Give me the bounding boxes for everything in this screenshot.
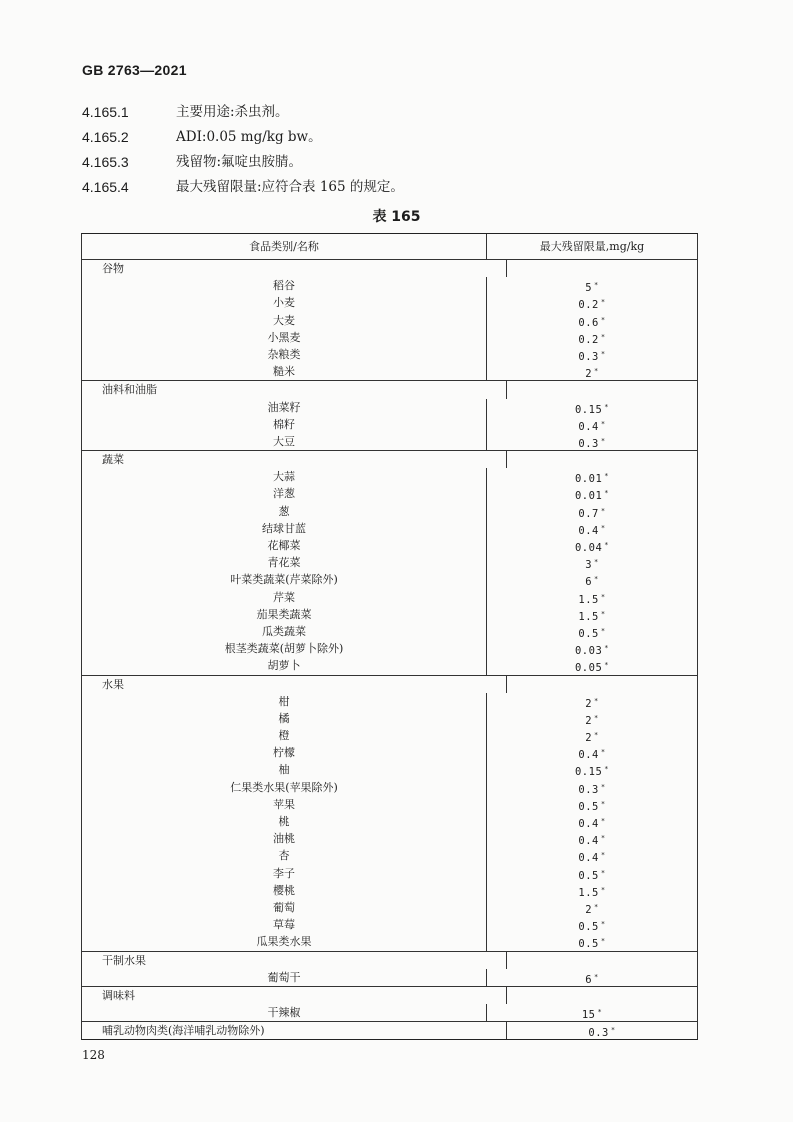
mrl-value-cell bbox=[487, 830, 697, 847]
footnote-mark: * bbox=[594, 902, 599, 911]
food-item-row bbox=[82, 623, 697, 640]
footnote-mark: * bbox=[600, 817, 606, 825]
food-item-name: 油菜籽 bbox=[82, 399, 487, 416]
footnote-mark: * bbox=[600, 592, 606, 601]
food-item-row bbox=[82, 899, 697, 916]
footnote-mark: * bbox=[600, 782, 606, 791]
footnote-mark: * bbox=[600, 349, 606, 358]
food-item-row bbox=[82, 468, 697, 485]
food-item-row bbox=[82, 363, 697, 380]
mrl-value-cell bbox=[487, 796, 697, 813]
food-item-row bbox=[82, 969, 697, 986]
food-item-name: 糙米 bbox=[82, 363, 487, 380]
footnote-mark: * bbox=[600, 937, 606, 946]
food-item-name: 瓜类蔬菜 bbox=[82, 623, 487, 640]
mrl-value-cell bbox=[487, 623, 697, 640]
food-item-row bbox=[82, 554, 697, 571]
mrl-value-cell bbox=[487, 399, 697, 416]
mrl-value: 0.03 bbox=[574, 645, 603, 658]
food-item-name: 洋葱 bbox=[82, 485, 487, 502]
category-row bbox=[82, 450, 697, 468]
food-item-row bbox=[82, 813, 697, 830]
mrl-value: 0.3 bbox=[578, 350, 599, 363]
mrl-value-cell bbox=[507, 1022, 697, 1039]
mrl-value: 2 bbox=[585, 368, 593, 381]
mrl-value-cell bbox=[487, 312, 697, 329]
footnote-mark: * bbox=[594, 972, 599, 981]
food-item-row bbox=[82, 882, 697, 899]
footnote-mark: * bbox=[600, 506, 606, 515]
mrl-value-cell bbox=[487, 916, 697, 933]
food-item-name: 大豆 bbox=[82, 433, 487, 450]
clause-item bbox=[82, 150, 722, 175]
food-item-row bbox=[82, 916, 697, 933]
food-item-name: 根茎类蔬菜(胡萝卜除外) bbox=[82, 640, 487, 657]
footnote-mark: * bbox=[600, 868, 606, 877]
food-item-row bbox=[82, 329, 697, 346]
food-item-row bbox=[82, 485, 697, 502]
food-item-row bbox=[82, 727, 697, 744]
mrl-value: 0.04 bbox=[574, 542, 603, 554]
mrl-value: 0.4 bbox=[578, 852, 599, 865]
mrl-value: 0.4 bbox=[578, 420, 599, 433]
footnote-mark: * bbox=[600, 748, 606, 757]
food-item-row bbox=[82, 571, 697, 588]
food-item-row bbox=[82, 830, 697, 847]
food-item-name: 胡萝卜 bbox=[82, 657, 487, 674]
table-caption: 表 165 bbox=[372, 209, 421, 225]
column-header-food: 食品类别/名称 bbox=[82, 234, 487, 259]
mrl-value: 0.05 bbox=[574, 662, 603, 675]
mrl-value: 1.5 bbox=[578, 593, 599, 606]
mrl-value-cell bbox=[487, 865, 697, 882]
mrl-value-cell bbox=[487, 761, 697, 778]
food-item-name: 杂粮类 bbox=[82, 346, 487, 363]
mrl-value: 0.3 bbox=[578, 437, 599, 450]
mrl-value: 0.15 bbox=[574, 403, 603, 416]
food-item-row bbox=[82, 847, 697, 864]
mrl-value-cell bbox=[487, 329, 697, 346]
footnote-mark: * bbox=[594, 575, 599, 584]
footnote-mark: * bbox=[600, 436, 606, 445]
footnote-mark: * bbox=[604, 765, 609, 774]
mrl-value-cell bbox=[487, 416, 697, 433]
mrl-value-cell bbox=[487, 294, 697, 311]
category-name: 谷物 bbox=[82, 260, 507, 277]
empty-value-cell bbox=[507, 260, 697, 277]
category-row bbox=[82, 1021, 697, 1039]
empty-value-cell bbox=[507, 676, 697, 693]
footnote-mark: * bbox=[600, 315, 606, 324]
category-row bbox=[82, 260, 697, 277]
mrl-value: 0.01 bbox=[574, 473, 603, 486]
category-name: 油料和油脂 bbox=[82, 381, 507, 398]
footnote-mark: * bbox=[604, 644, 609, 653]
food-item-row bbox=[82, 744, 697, 761]
mrl-value-cell bbox=[487, 346, 697, 363]
mrl-value: 15 bbox=[581, 1009, 596, 1022]
empty-value-cell bbox=[507, 952, 697, 969]
mrl-value-cell bbox=[487, 727, 697, 744]
clause-list bbox=[82, 100, 722, 200]
mrl-value: 0.4 bbox=[578, 835, 599, 848]
mrl-value: 0.3 bbox=[588, 1027, 609, 1040]
empty-value-cell bbox=[507, 987, 697, 1004]
clause-text: 最大残留限量:应符合表 165 的规定。 bbox=[176, 179, 404, 195]
mrl-value: 1.5 bbox=[578, 610, 599, 623]
mrl-value-cell bbox=[487, 657, 697, 674]
mrl-value-cell bbox=[487, 640, 697, 657]
food-item-row bbox=[82, 657, 697, 674]
food-item-name: 橘 bbox=[82, 710, 487, 727]
mrl-value: 0.5 bbox=[578, 627, 599, 640]
food-item-row bbox=[82, 346, 697, 363]
mrl-value: 0.5 bbox=[578, 800, 599, 813]
mrl-value-cell bbox=[487, 744, 697, 761]
clause-number: 4.165.2 bbox=[82, 129, 129, 145]
footnote-mark: * bbox=[594, 281, 599, 290]
mrl-value-cell bbox=[487, 779, 697, 796]
food-item-name: 芹菜 bbox=[82, 589, 487, 606]
mrl-value-cell bbox=[487, 571, 697, 588]
mrl-value: 0.01 bbox=[574, 490, 603, 503]
clause-item bbox=[82, 125, 722, 150]
food-item-name: 仁果类水果(苹果除外) bbox=[82, 779, 487, 796]
footnote-mark: * bbox=[600, 834, 606, 843]
mrl-value: 3 bbox=[585, 559, 593, 572]
footnote-mark: * bbox=[604, 402, 609, 411]
category-name: 哺乳动物肉类(海洋哺乳动物除外) bbox=[82, 1022, 507, 1039]
footnote-mark: * bbox=[604, 489, 609, 498]
food-item-name: 柑 bbox=[82, 693, 487, 710]
footnote-mark: * bbox=[604, 472, 609, 481]
food-item-row bbox=[82, 1004, 697, 1021]
mrl-value: 0.4 bbox=[578, 524, 599, 537]
footnote-mark: * bbox=[597, 1008, 603, 1017]
mrl-value: 0.5 bbox=[578, 938, 599, 951]
category-name: 水果 bbox=[82, 676, 507, 693]
food-item-row bbox=[82, 520, 697, 537]
mrl-value: 0.4 bbox=[578, 749, 599, 762]
clause-item bbox=[82, 100, 722, 125]
footnote-mark: * bbox=[600, 851, 606, 860]
food-item-row bbox=[82, 589, 697, 606]
mrl-value: 5 bbox=[585, 282, 593, 295]
food-item-name: 干辣椒 bbox=[82, 1004, 487, 1021]
mrl-value-cell bbox=[487, 847, 697, 864]
food-item-row bbox=[82, 294, 697, 311]
clause-text: 残留物:氟啶虫胺腈。 bbox=[176, 154, 303, 170]
mrl-value: 1.5 bbox=[578, 886, 599, 899]
food-item-row bbox=[82, 399, 697, 416]
footnote-mark: * bbox=[594, 713, 599, 722]
mrl-value: 0.5 bbox=[578, 869, 599, 882]
mrl-value: 6 bbox=[585, 973, 593, 986]
mrl-value-cell bbox=[487, 520, 697, 537]
footnote-mark: * bbox=[600, 920, 606, 929]
mrl-value: 0.6 bbox=[578, 316, 599, 329]
mrl-value-cell bbox=[487, 882, 697, 899]
food-item-row bbox=[82, 416, 697, 433]
food-item-name: 青花菜 bbox=[82, 554, 487, 571]
mrl-value-cell bbox=[487, 363, 697, 380]
category-name: 蔬菜 bbox=[82, 451, 507, 468]
mrl-value: 0.15 bbox=[574, 766, 603, 779]
food-item-name: 草莓 bbox=[82, 916, 487, 933]
food-item-row bbox=[82, 865, 697, 882]
food-item-name: 小麦 bbox=[82, 294, 487, 311]
food-item-row bbox=[82, 312, 697, 329]
footnote-mark: * bbox=[600, 626, 606, 635]
food-item-row bbox=[82, 710, 697, 727]
clause-text: ADI:0.05 mg/kg bw。 bbox=[176, 129, 322, 145]
food-item-row bbox=[82, 779, 697, 796]
clause-number: 4.165.1 bbox=[82, 104, 129, 120]
footnote-mark: * bbox=[600, 799, 606, 808]
footnote-mark: * bbox=[610, 1026, 616, 1035]
food-item-row bbox=[82, 503, 697, 520]
food-item-row bbox=[82, 693, 697, 710]
mrl-value-cell bbox=[487, 468, 697, 485]
food-item-name: 小黑麦 bbox=[82, 329, 487, 346]
mrl-value-cell bbox=[487, 485, 697, 502]
mrl-value-cell bbox=[487, 589, 697, 606]
food-item-row bbox=[82, 761, 697, 778]
food-item-name: 大蒜 bbox=[82, 468, 487, 485]
mrl-table bbox=[81, 233, 698, 1040]
food-item-name: 稻谷 bbox=[82, 277, 487, 294]
mrl-value: 0.2 bbox=[578, 299, 599, 312]
clause-text: 主要用途:杀虫剂。 bbox=[176, 104, 289, 120]
category-row bbox=[82, 675, 697, 693]
mrl-value-cell bbox=[487, 710, 697, 727]
mrl-value: 2 bbox=[585, 903, 593, 916]
mrl-value-cell bbox=[487, 537, 697, 554]
footnote-mark: * bbox=[604, 541, 609, 549]
mrl-value: 2 bbox=[585, 732, 593, 745]
mrl-value-cell bbox=[487, 813, 697, 830]
category-name: 干制水果 bbox=[82, 952, 507, 969]
footnote-mark: * bbox=[594, 731, 599, 740]
page-number: 128 bbox=[82, 1048, 105, 1062]
mrl-value-cell bbox=[487, 933, 697, 950]
food-item-name: 桃 bbox=[82, 813, 487, 830]
empty-value-cell bbox=[507, 451, 697, 468]
food-item-name: 茄果类蔬菜 bbox=[82, 606, 487, 623]
mrl-value: 6 bbox=[585, 576, 593, 589]
table-body bbox=[82, 260, 697, 1039]
footnote-mark: * bbox=[600, 419, 606, 428]
category-name: 调味料 bbox=[82, 987, 507, 1004]
clause-number: 4.165.3 bbox=[82, 154, 129, 170]
mrl-value-cell bbox=[487, 969, 697, 986]
mrl-value: 0.5 bbox=[578, 921, 599, 934]
mrl-value-cell bbox=[487, 503, 697, 520]
food-item-row bbox=[82, 606, 697, 623]
footnote-mark: * bbox=[604, 661, 609, 670]
mrl-value: 2 bbox=[585, 714, 593, 727]
standard-code: GB 2763—2021 bbox=[82, 62, 187, 78]
footnote-mark: * bbox=[600, 885, 606, 894]
food-item-name: 苹果 bbox=[82, 796, 487, 813]
footnote-mark: * bbox=[600, 298, 606, 307]
food-item-row bbox=[82, 640, 697, 657]
mrl-value-cell bbox=[487, 433, 697, 450]
mrl-value-cell bbox=[487, 693, 697, 710]
food-item-name: 樱桃 bbox=[82, 882, 487, 899]
category-row bbox=[82, 380, 697, 398]
food-item-row bbox=[82, 796, 697, 813]
food-item-row bbox=[82, 537, 697, 554]
food-item-name: 李子 bbox=[82, 865, 487, 882]
food-item-name: 油桃 bbox=[82, 830, 487, 847]
food-item-name: 葡萄 bbox=[82, 899, 487, 916]
food-item-name: 橙 bbox=[82, 727, 487, 744]
footnote-mark: * bbox=[600, 609, 606, 618]
food-item-row bbox=[82, 433, 697, 450]
category-row bbox=[82, 951, 697, 969]
footnote-mark: * bbox=[600, 523, 606, 532]
mrl-value: 0.7 bbox=[578, 507, 599, 520]
footnote-mark: * bbox=[600, 332, 606, 341]
food-item-name: 大麦 bbox=[82, 312, 487, 329]
clause-number: 4.165.4 bbox=[82, 179, 129, 195]
mrl-value: 0.4 bbox=[578, 818, 599, 830]
food-item-name: 葱 bbox=[82, 503, 487, 520]
empty-value-cell bbox=[507, 381, 697, 398]
mrl-value: 0.3 bbox=[578, 783, 599, 796]
footnote-mark: * bbox=[594, 558, 599, 567]
mrl-value-cell bbox=[487, 1004, 697, 1021]
food-item-name: 柠檬 bbox=[82, 744, 487, 761]
food-item-name: 柚 bbox=[82, 761, 487, 778]
footnote-mark: * bbox=[594, 696, 599, 705]
food-item-row bbox=[82, 933, 697, 950]
food-item-name: 瓜果类水果 bbox=[82, 933, 487, 950]
food-item-name: 杏 bbox=[82, 847, 487, 864]
table-header-row bbox=[82, 234, 697, 260]
mrl-value: 2 bbox=[585, 697, 593, 710]
food-item-name: 棉籽 bbox=[82, 416, 487, 433]
mrl-value-cell bbox=[487, 899, 697, 916]
mrl-value-cell bbox=[487, 554, 697, 571]
clause-item bbox=[82, 175, 722, 200]
category-row bbox=[82, 986, 697, 1004]
mrl-value: 0.2 bbox=[578, 333, 599, 346]
food-item-row bbox=[82, 277, 697, 294]
food-item-name: 叶菜类蔬菜(芹菜除外) bbox=[82, 571, 487, 588]
footnote-mark: * bbox=[594, 367, 599, 376]
mrl-value-cell bbox=[487, 277, 697, 294]
food-item-name: 花椰菜 bbox=[82, 537, 487, 554]
column-header-mrl: 最大残留限量,mg/kg bbox=[539, 240, 645, 253]
food-item-name: 结球甘蓝 bbox=[82, 520, 487, 537]
mrl-value-cell bbox=[487, 606, 697, 623]
food-item-name: 葡萄干 bbox=[82, 969, 487, 986]
